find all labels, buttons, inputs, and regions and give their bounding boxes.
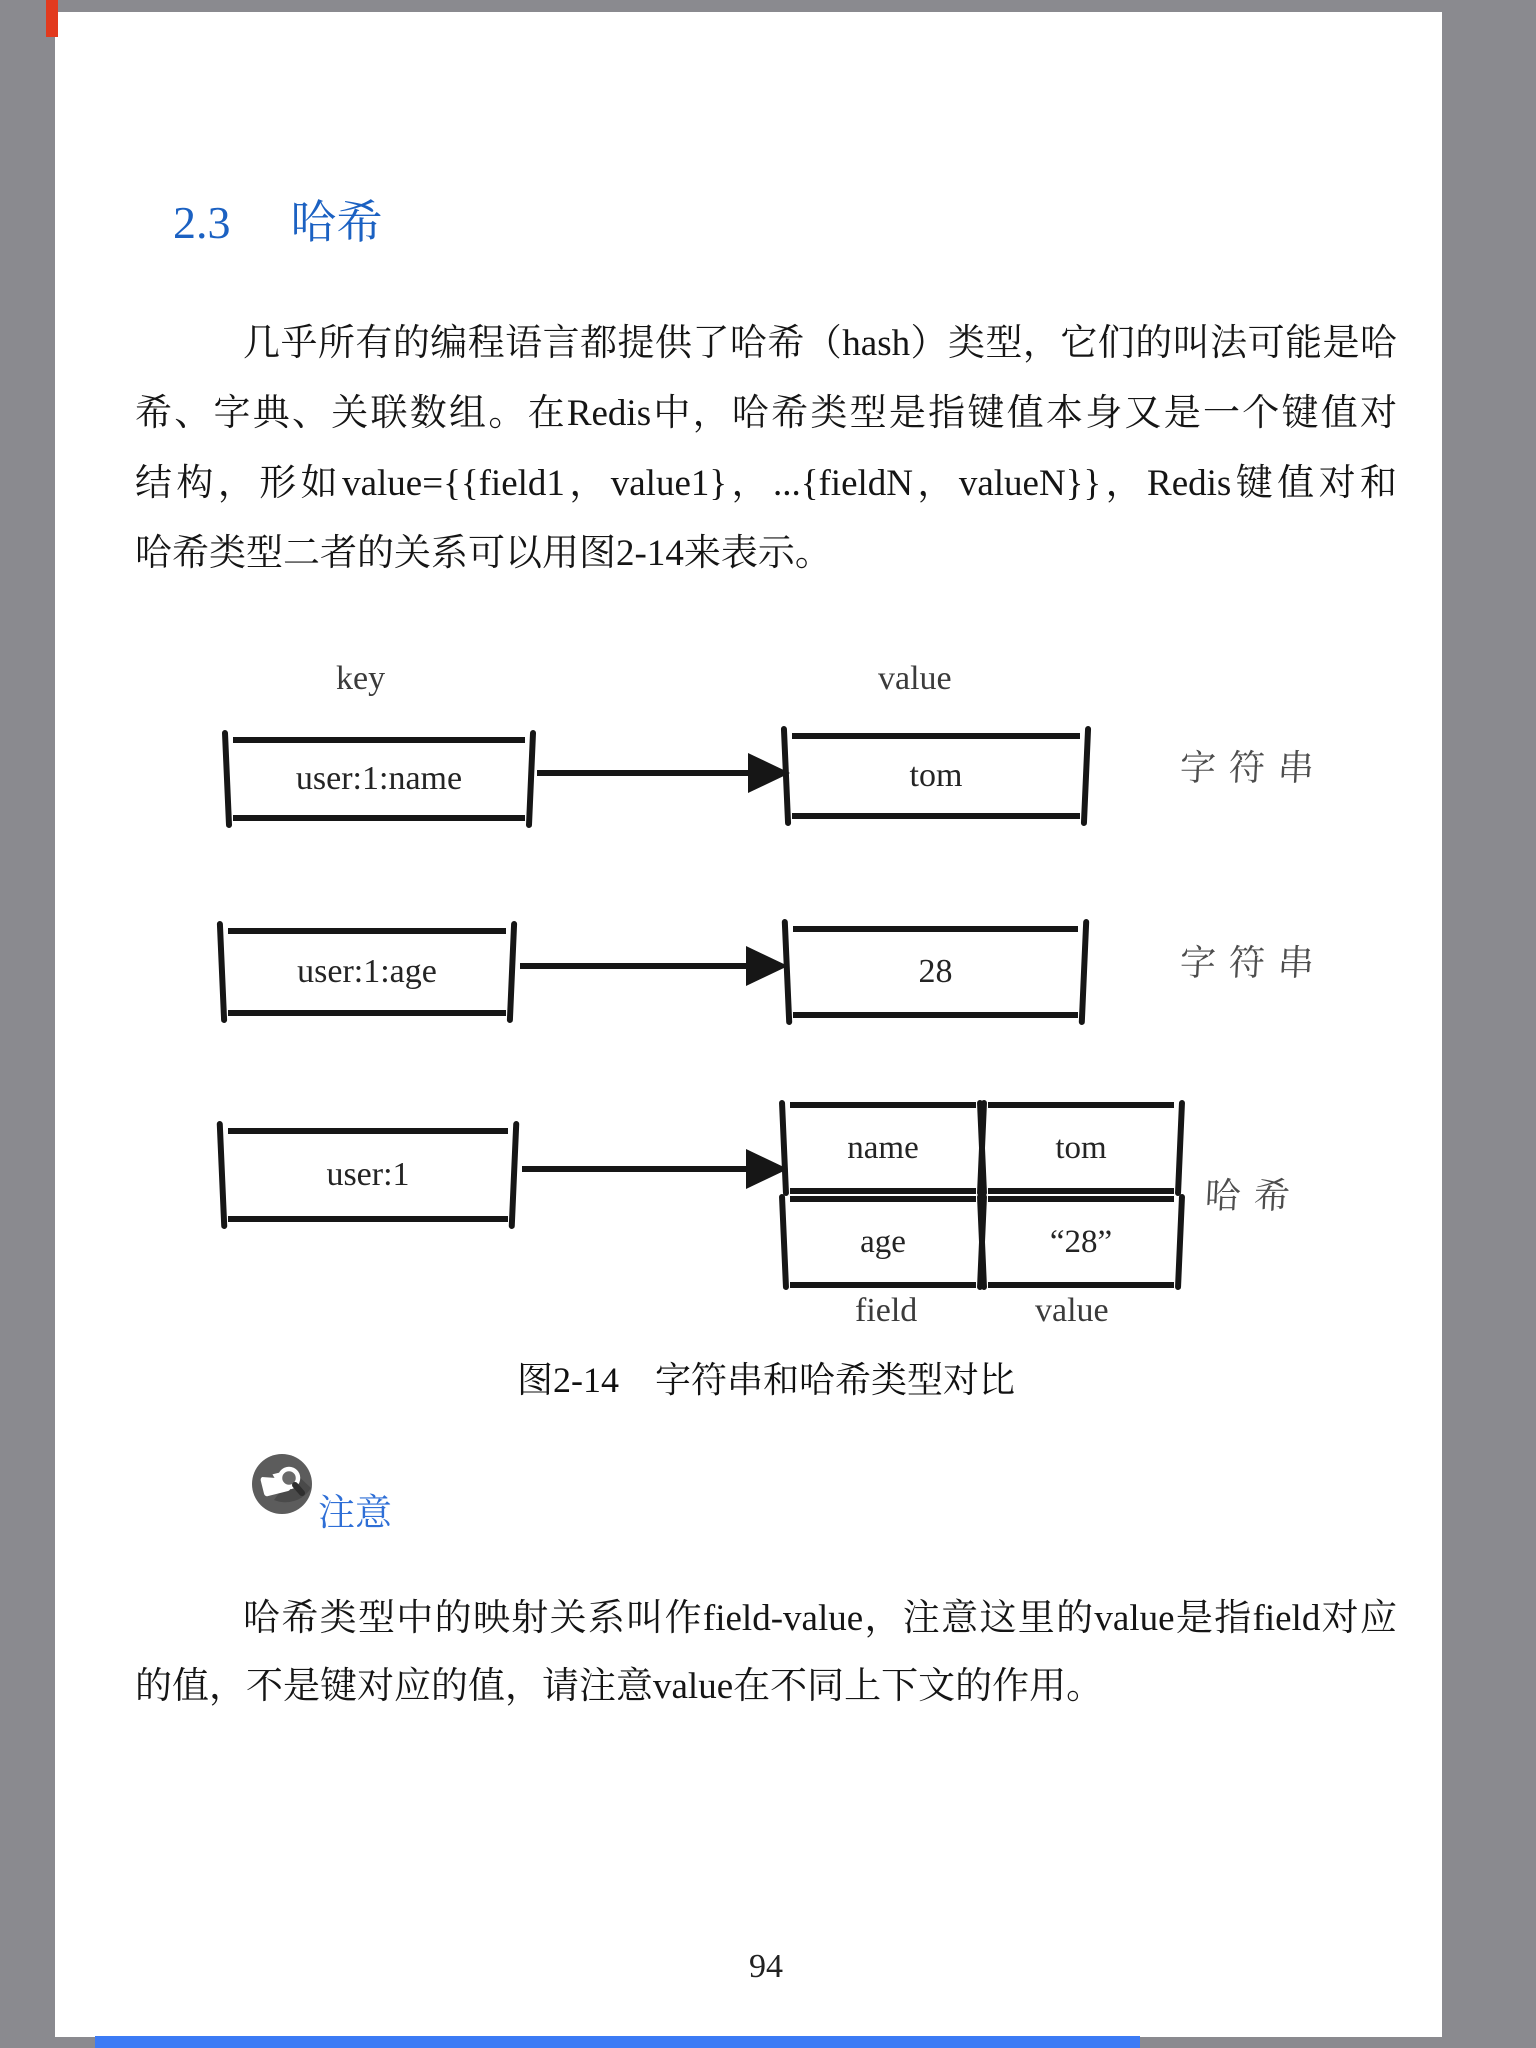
key-box-user-1-name (233, 737, 525, 821)
hash-table-cell-field-name (790, 1102, 976, 1194)
section-heading (173, 186, 383, 252)
value-box-28 (793, 926, 1078, 1018)
paragraph1-line1: 几乎所有的编程语言都提供了哈希（hash）类型，它们的叫法可能是哈 (243, 323, 1397, 364)
figure-value-column-label: value (878, 660, 952, 697)
hash-table-cell-value-tom (988, 1102, 1174, 1194)
paragraph2-line2: 的值，不是键对应的值，请注意value在不同上下文的作用。 (135, 1666, 1104, 1707)
value-box-text: tom (909, 757, 963, 794)
paragraph2-line1: 哈希类型中的映射关系叫作field-value，注意这里的value是指field对应 (243, 1598, 1397, 1639)
type-label-string-2: 字符串 (1178, 943, 1328, 984)
figure-caption: 图2-14 字符串和哈希类型对比 (517, 1360, 1015, 1400)
figure-value-label: value (1035, 1292, 1109, 1329)
cell-text: age (860, 1223, 906, 1260)
type-label-string-1: 字符串 (1178, 748, 1328, 789)
cell-text: name (847, 1129, 919, 1166)
arrow-icon (520, 963, 748, 969)
paragraph1-line2: 希、字典、关联数组。在Redis中，哈希类型是指键值本身又是一个键值对 (135, 393, 1397, 434)
reading-progress-bar[interactable] (95, 2036, 1140, 2048)
hash-table-cell-field-age (790, 1196, 976, 1288)
key-box-text: user:1:name (295, 760, 463, 797)
key-box-text: user:1:age (297, 953, 437, 990)
note-label: 注意 (318, 1493, 392, 1534)
document-magnifier-icon (250, 1452, 314, 1516)
paragraph1-line4: 哈希类型二者的关系可以用图2-14来表示。 (135, 533, 832, 574)
figure-key-column-label: key (336, 660, 386, 697)
key-box-user-1-age (228, 928, 506, 1016)
paragraph1-line3: 结构，形如value={{field1，value1}，...{fieldN，valueN}}，Redis键值对和 (135, 463, 1397, 504)
value-box-tom (792, 733, 1080, 819)
arrow-icon (537, 770, 750, 776)
cell-text: tom (1055, 1129, 1107, 1166)
hash-table-cell-value-28 (988, 1196, 1174, 1288)
page-number: 94 (749, 1948, 783, 1985)
key-box-user-1 (228, 1128, 508, 1222)
note-icon-wrap (250, 1452, 314, 1516)
value-box-text: 28 (918, 953, 953, 990)
section-title: 哈希 (290, 197, 383, 248)
key-box-text: user:1 (326, 1156, 410, 1193)
book-page (55, 12, 1442, 2037)
bookmark-ribbon (46, 0, 58, 37)
figure-field-label: field (855, 1292, 918, 1329)
arrow-icon (522, 1166, 748, 1172)
cell-text: “28” (1049, 1223, 1113, 1260)
type-label-hash: 哈希 (1203, 1176, 1304, 1217)
section-number: 2.3 (173, 197, 231, 248)
